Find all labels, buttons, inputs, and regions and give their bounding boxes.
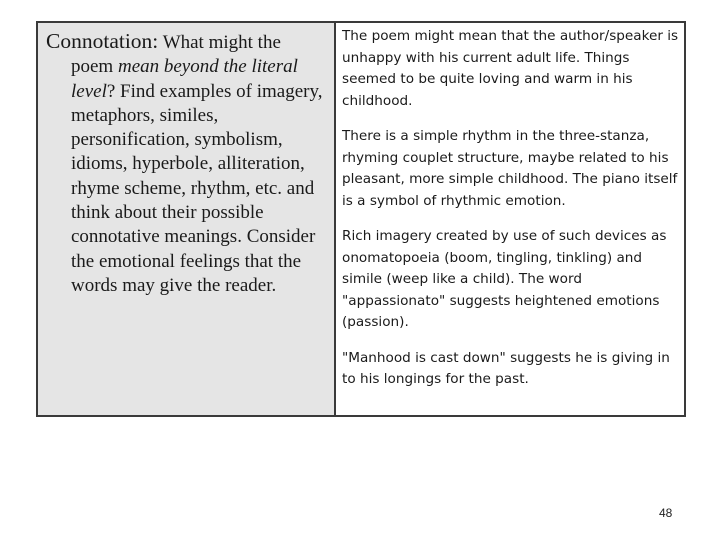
prompt-line-1: What might the xyxy=(158,32,281,53)
prompt-text-after-italic: ? Find examples of imagery, metaphors, similes, personification, symbolism, idioms, hyperbole, alliteration, rhyme scheme, rhythm, etc. and think about their possible connotative meanings. Consider the emotional feelings that the words may give the reader. xyxy=(71,80,323,296)
prompt-cell xyxy=(38,23,336,415)
connotation-heading: Connotation: xyxy=(46,29,159,53)
answer-paragraph-3: Rich imagery created by use of such devices as onomatopoeia (boom, tingling, tinkling) and simile (weep like a child). The word "appassionato" suggests heightened emotions (passion). xyxy=(342,228,667,330)
answer-paragraph-4: "Manhood is cast down" suggests he is giving in to his longings for the past. xyxy=(342,349,670,387)
prompt-text-before-italic: poem xyxy=(71,56,118,78)
answer-paragraph-1: The poem might mean that the author/speaker is unhappy with his current adult life. Things seemed to be quite loving and warm in his childhood. xyxy=(342,28,679,109)
prompt-italic-text: mean beyond the literal level xyxy=(71,56,298,102)
page-number: 48 xyxy=(659,506,673,520)
prompt-body xyxy=(46,55,328,298)
prompt-first-line xyxy=(46,29,328,55)
answer-cell xyxy=(336,23,684,415)
answer-paragraph-2: There is a simple rhythm in the three-stanza, rhyming couplet structure, maybe related to his pleasant, more simple childhood. The piano itself is a symbol of rhythmic emotion. xyxy=(342,128,678,209)
connotation-table xyxy=(36,21,686,417)
